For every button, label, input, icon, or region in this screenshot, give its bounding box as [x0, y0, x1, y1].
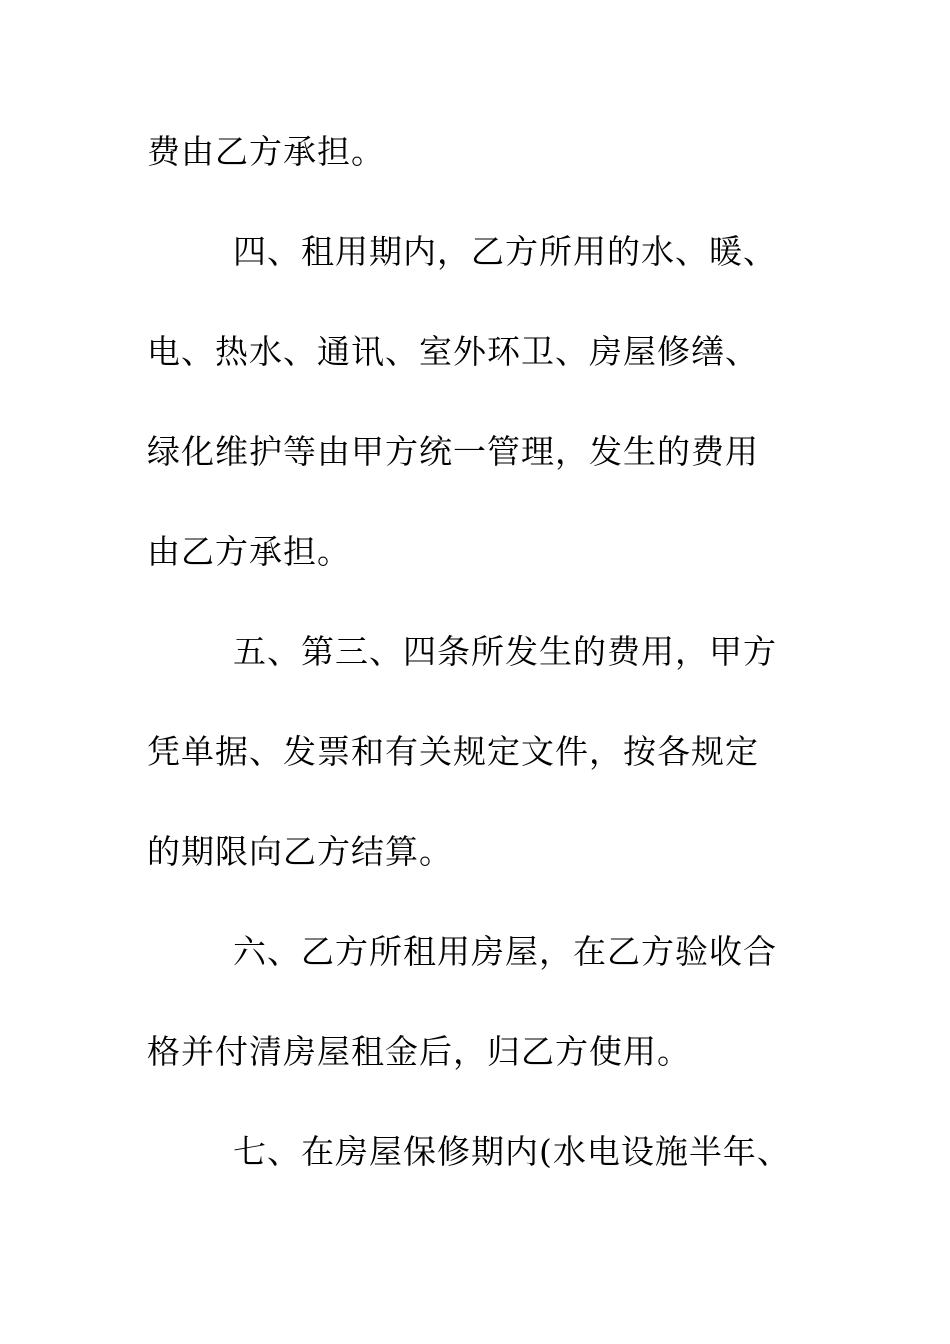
- clause-4-line-1: 四、租用期内，乙方所用的水、暖、: [233, 232, 777, 271]
- clause-7-line-1: 七、在房屋保修期内(水电设施半年、: [233, 1132, 791, 1171]
- clause-4-line-2: 电、热水、通讯、室外环卫、房屋修缮、: [147, 332, 759, 371]
- clause-5-line-1: 五、第三、四条所发生的费用，甲方: [233, 632, 777, 671]
- clause-6-line-2: 格并付清房屋租金后，归乙方使用。: [147, 1032, 691, 1071]
- text-line-1: 费由乙方承担。: [147, 132, 385, 171]
- clause-5-line-3: 的期限向乙方结算。: [147, 832, 453, 871]
- clause-4-line-4: 由乙方承担。: [147, 532, 351, 571]
- clause-5-line-2: 凭单据、发票和有关规定文件，按各规定: [147, 732, 759, 771]
- clause-6-line-1: 六、乙方所租用房屋，在乙方验收合: [233, 932, 777, 971]
- clause-4-line-3: 绿化维护等由甲方统一管理，发生的费用: [147, 432, 759, 471]
